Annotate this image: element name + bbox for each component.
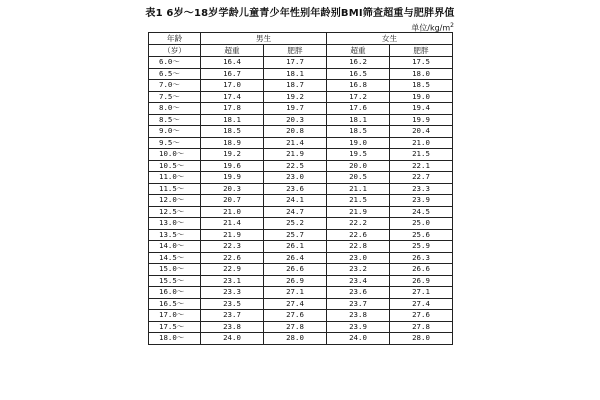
age-cell: 12.5～: [149, 206, 201, 218]
table-row: [149, 287, 453, 299]
age-cell: 11.0～: [149, 172, 201, 184]
female-overweight-cell: 20.0: [327, 160, 390, 172]
age-cell: 17.0～: [149, 310, 201, 322]
female-overweight-cell: 23.2: [327, 264, 390, 276]
male-obese-cell: 25.7: [264, 229, 327, 241]
male-obese-cell: 25.2: [264, 218, 327, 230]
table-row: [149, 57, 453, 69]
male-obese-cell: 27.6: [264, 310, 327, 322]
female-obese-cell: 19.0: [390, 91, 453, 103]
male-overweight-cell: 21.0: [201, 206, 264, 218]
female-obese-cell: 26.9: [390, 275, 453, 287]
table-row: [149, 321, 453, 333]
table-row: [149, 275, 453, 287]
table-row: [149, 218, 453, 230]
male-overweight-cell: 18.1: [201, 114, 264, 126]
age-cell: 7.5～: [149, 91, 201, 103]
male-obese-cell: 28.0: [264, 333, 327, 345]
table-row: [149, 80, 453, 92]
female-overweight-cell: 23.6: [327, 287, 390, 299]
male-obese-cell: 19.7: [264, 103, 327, 115]
male-obese-cell: 19.2: [264, 91, 327, 103]
female-obese-cell: 25.9: [390, 241, 453, 253]
table-row: [149, 160, 453, 172]
female-obese-cell: 27.1: [390, 287, 453, 299]
female-obese-cell: 25.6: [390, 229, 453, 241]
female-overweight-cell: 17.2: [327, 91, 390, 103]
table-row: [149, 206, 453, 218]
table-row: [149, 264, 453, 276]
female-obese-cell: 26.6: [390, 264, 453, 276]
female-overweight-cell: 16.2: [327, 57, 390, 69]
male-overweight-header: 超重: [201, 45, 264, 57]
male-overweight-cell: 20.3: [201, 183, 264, 195]
male-obese-cell: 18.7: [264, 80, 327, 92]
male-obese-cell: 24.1: [264, 195, 327, 207]
female-overweight-cell: 17.6: [327, 103, 390, 115]
female-overweight-cell: 22.6: [327, 229, 390, 241]
age-cell: 13.5～: [149, 229, 201, 241]
male-overweight-cell: 17.8: [201, 103, 264, 115]
table-row: [149, 149, 453, 161]
table-row: [149, 126, 453, 138]
table-row: [149, 91, 453, 103]
female-overweight-cell: 18.1: [327, 114, 390, 126]
female-obese-cell: 27.6: [390, 310, 453, 322]
male-obese-cell: 20.3: [264, 114, 327, 126]
table-row: [149, 229, 453, 241]
age-cell: 10.5～: [149, 160, 201, 172]
table-row: [149, 333, 453, 345]
table-header: [149, 33, 453, 57]
age-cell: 9.5～: [149, 137, 201, 149]
female-overweight-cell: 21.5: [327, 195, 390, 207]
male-obese-cell: 18.1: [264, 68, 327, 80]
age-cell: 14.5～: [149, 252, 201, 264]
female-overweight-cell: 23.0: [327, 252, 390, 264]
table-row: [149, 310, 453, 322]
female-overweight-header: 超重: [327, 45, 390, 57]
female-overweight-cell: 19.5: [327, 149, 390, 161]
male-obese-cell: 17.7: [264, 57, 327, 69]
male-obese-header: 肥胖: [264, 45, 327, 57]
male-overweight-cell: 17.4: [201, 91, 264, 103]
male-obese-cell: 23.0: [264, 172, 327, 184]
male-overweight-cell: 23.8: [201, 321, 264, 333]
male-overweight-cell: 17.0: [201, 80, 264, 92]
age-cell: 6.0～: [149, 57, 201, 69]
table-row: [149, 241, 453, 253]
age-cell: 6.5～: [149, 68, 201, 80]
age-cell: 15.5～: [149, 275, 201, 287]
female-overweight-cell: 22.2: [327, 218, 390, 230]
table-row: [149, 252, 453, 264]
female-obese-cell: 20.4: [390, 126, 453, 138]
male-header: 男生: [201, 33, 327, 45]
male-overweight-cell: 19.9: [201, 172, 264, 184]
male-obese-cell: 26.4: [264, 252, 327, 264]
male-overweight-cell: 22.3: [201, 241, 264, 253]
table-row: [149, 183, 453, 195]
female-obese-cell: 19.4: [390, 103, 453, 115]
age-cell: 16.5～: [149, 298, 201, 310]
male-obese-cell: 21.4: [264, 137, 327, 149]
female-overweight-cell: 23.7: [327, 298, 390, 310]
age-cell: 11.5～: [149, 183, 201, 195]
age-cell: 17.5～: [149, 321, 201, 333]
male-obese-cell: 21.9: [264, 149, 327, 161]
table-row: [149, 195, 453, 207]
male-obese-cell: 27.4: [264, 298, 327, 310]
female-obese-cell: 21.5: [390, 149, 453, 161]
male-obese-cell: 20.8: [264, 126, 327, 138]
male-overweight-cell: 22.9: [201, 264, 264, 276]
table-row: [149, 298, 453, 310]
female-obese-cell: 18.5: [390, 80, 453, 92]
female-overweight-cell: 24.0: [327, 333, 390, 345]
male-overweight-cell: 16.7: [201, 68, 264, 80]
male-obese-cell: 26.1: [264, 241, 327, 253]
male-overweight-cell: 18.9: [201, 137, 264, 149]
age-cell: 8.5～: [149, 114, 201, 126]
unit-label: 单位$/kg/m^2$: [411, 22, 454, 33]
male-obese-cell: 22.5: [264, 160, 327, 172]
female-obese-cell: 22.1: [390, 160, 453, 172]
female-obese-cell: 25.0: [390, 218, 453, 230]
table-row: [149, 172, 453, 184]
female-obese-cell: 28.0: [390, 333, 453, 345]
female-overweight-cell: 19.0: [327, 137, 390, 149]
female-obese-cell: 23.3: [390, 183, 453, 195]
female-obese-cell: 23.9: [390, 195, 453, 207]
male-overweight-cell: 23.7: [201, 310, 264, 322]
female-overweight-cell: 21.9: [327, 206, 390, 218]
table-title: 表1 6岁～18岁学龄儿童青少年性别年龄别BMI筛查超重与肥胖界值: [145, 8, 455, 19]
age-cell: 8.0～: [149, 103, 201, 115]
female-obese-cell: 24.5: [390, 206, 453, 218]
female-obese-cell: 19.9: [390, 114, 453, 126]
female-obese-cell: 17.5: [390, 57, 453, 69]
male-obese-cell: 27.8: [264, 321, 327, 333]
male-obese-cell: 26.6: [264, 264, 327, 276]
age-header: 年龄: [149, 33, 201, 45]
female-obese-cell: 21.0: [390, 137, 453, 149]
age-cell: 14.0～: [149, 241, 201, 253]
female-overweight-cell: 20.5: [327, 172, 390, 184]
male-overweight-cell: 21.4: [201, 218, 264, 230]
male-overweight-cell: 20.7: [201, 195, 264, 207]
male-obese-cell: 24.7: [264, 206, 327, 218]
female-obese-cell: 27.8: [390, 321, 453, 333]
age-cell: 12.0～: [149, 195, 201, 207]
male-overweight-cell: 21.9: [201, 229, 264, 241]
age-cell: 9.0～: [149, 126, 201, 138]
male-overweight-cell: 19.6: [201, 160, 264, 172]
male-overweight-cell: 22.6: [201, 252, 264, 264]
female-overweight-cell: 23.4: [327, 275, 390, 287]
age-cell: 16.0～: [149, 287, 201, 299]
table-row: [149, 68, 453, 80]
female-overweight-cell: 18.5: [327, 126, 390, 138]
male-overweight-cell: 23.1: [201, 275, 264, 287]
bmi-table: [148, 32, 453, 345]
female-overweight-cell: 21.1: [327, 183, 390, 195]
male-obese-cell: 27.1: [264, 287, 327, 299]
age-cell: 13.0～: [149, 218, 201, 230]
female-obese-cell: 22.7: [390, 172, 453, 184]
male-overweight-cell: 19.2: [201, 149, 264, 161]
female-obese-cell: 26.3: [390, 252, 453, 264]
female-overweight-cell: 23.8: [327, 310, 390, 322]
male-overweight-cell: 24.0: [201, 333, 264, 345]
age-unit-header: （岁）: [149, 45, 201, 57]
male-overweight-cell: 23.3: [201, 287, 264, 299]
female-header: 女生: [327, 33, 453, 45]
female-overweight-cell: 16.5: [327, 68, 390, 80]
female-overweight-cell: 22.8: [327, 241, 390, 253]
female-overweight-cell: 23.9: [327, 321, 390, 333]
female-overweight-cell: 16.8: [327, 80, 390, 92]
female-obese-cell: 18.0: [390, 68, 453, 80]
female-obese-header: 肥胖: [390, 45, 453, 57]
female-obese-cell: 27.4: [390, 298, 453, 310]
age-cell: 7.0～: [149, 80, 201, 92]
age-cell: 15.0～: [149, 264, 201, 276]
table-body: [149, 57, 453, 345]
table-row: [149, 114, 453, 126]
male-overweight-cell: 16.4: [201, 57, 264, 69]
age-cell: 10.0～: [149, 149, 201, 161]
male-obese-cell: 26.9: [264, 275, 327, 287]
male-overweight-cell: 23.5: [201, 298, 264, 310]
table-row: [149, 137, 453, 149]
table-row: [149, 103, 453, 115]
male-overweight-cell: 18.5: [201, 126, 264, 138]
age-cell: 18.0～: [149, 333, 201, 345]
male-obese-cell: 23.6: [264, 183, 327, 195]
